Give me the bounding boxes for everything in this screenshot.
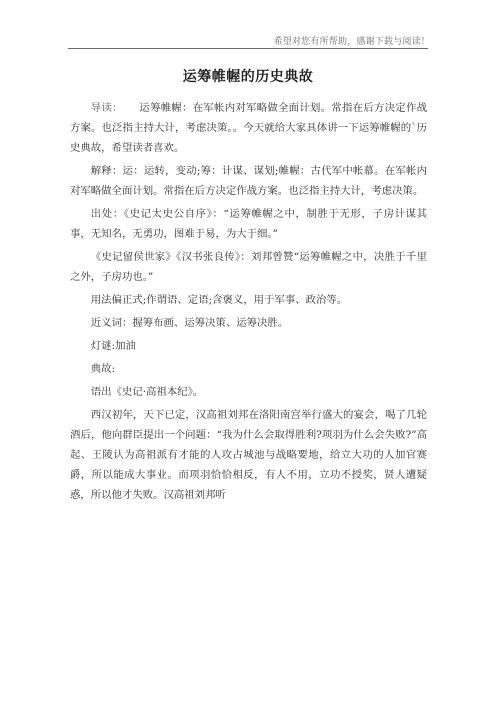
header-rule: [68, 48, 428, 49]
document-body: [70, 98, 427, 508]
paragraph-story-heading: 典故:: [90, 363, 116, 375]
paragraph-origin: 语出《史记·高祖本纪》。: [90, 386, 204, 398]
intro-label: 导读：: [90, 102, 123, 114]
paragraph-synonyms: 近义词：握筹布画、运筹决策、运筹决胜。: [90, 317, 289, 329]
header-note: 希望对您有所帮助，感谢下载与阅读！: [273, 37, 430, 47]
paragraph-usage: 用法偏正式;作谓语、定语;含褒义，用于军事、政治等。: [90, 294, 348, 306]
document-title: 运筹帷幄的历史典故: [182, 69, 314, 85]
paragraph-riddle: 灯谜:加油: [90, 340, 136, 352]
paragraph-records: 《史记留侯世家》《汉书张良传》：刘邦曾赞“运筹帷幄之中，决胜于千里之外，子房功也。”: [70, 251, 427, 283]
intro-text: 运筹帷幄：在军帐内对军略做全面计划。常指在后方决定作战方案。也泛指主持大计，考虑决策。。今天就给大家具体讲一下运筹帷幄的`历史典故，希望读者喜欢。: [70, 102, 428, 154]
paragraph-explanation: 解释：运：运转，变动;筹：计谋、谋划;帷幄：古代军中帐幕。在军帐内对军略做全面计划。常指在后方决定作战方案。也泛指主持大计，考虑决策。: [70, 165, 427, 197]
paragraph-source: 出处：《史记太史公自序》：“运筹帷幄之中，制胜于无形，子房计谋其事，无知名，无勇功，图难于易，为大于细。”: [70, 208, 427, 240]
paragraph-story: 西汉初年，天下已定，汉高祖刘邦在洛阳南宫举行盛大的宴会，喝了几轮酒后，他向群臣提出一个问题：“我为什么会取得胜利?项羽为什么会失败?”高起、王陵认为高祖派有才能的人攻占城池与战略要地，给立大功的人加官赛爵，所以能成大事业。而项羽恰恰相反，有人不用，立功不授奖，贤人遭疑惑，所以他才失败。汉高祖刘邦听: [70, 409, 427, 501]
paragraph-intro: [70, 98, 427, 158]
